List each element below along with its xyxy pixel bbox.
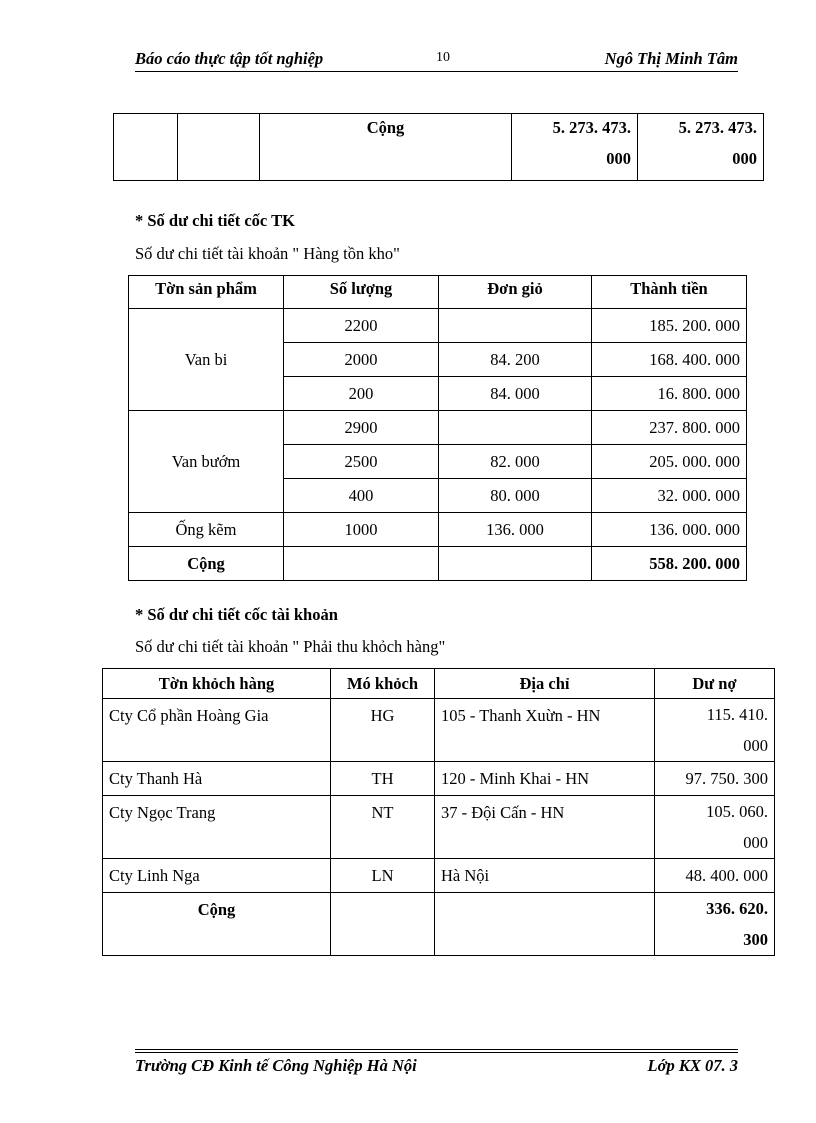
debt-line1: 115. 410. bbox=[706, 705, 768, 724]
debt-cell bbox=[655, 796, 775, 859]
table-total-row bbox=[129, 547, 747, 581]
total-value-1-line1: 5. 273. 473. bbox=[552, 118, 631, 137]
total-value-2 bbox=[638, 114, 764, 181]
table-row bbox=[129, 309, 747, 343]
customer-name: Cty Linh Nga bbox=[103, 859, 331, 893]
quantity-cell: 2000 bbox=[284, 343, 439, 377]
column-header-unit-price: Đơn giỏ bbox=[439, 276, 592, 309]
section1-title: * Số dư chi tiết cốc TK bbox=[135, 211, 295, 230]
table-cell bbox=[114, 114, 178, 181]
table-row bbox=[103, 859, 775, 893]
customer-code: NT bbox=[331, 796, 435, 859]
customer-code: HG bbox=[331, 699, 435, 762]
page-number: 10 bbox=[436, 50, 450, 65]
price-cell bbox=[439, 309, 592, 343]
customer-code: TH bbox=[331, 762, 435, 796]
product-name: Ống kẽm bbox=[129, 513, 284, 547]
table-row bbox=[129, 411, 747, 445]
table-row bbox=[103, 796, 775, 859]
inventory-table bbox=[128, 275, 747, 581]
header-author: Ngô Thị Minh Tâm bbox=[604, 49, 738, 68]
table-header-row bbox=[129, 276, 747, 309]
price-cell: 84. 200 bbox=[439, 343, 592, 377]
table-cell bbox=[439, 547, 592, 581]
quantity-cell: 2500 bbox=[284, 445, 439, 479]
price-cell bbox=[439, 411, 592, 445]
column-header-quantity: Số lượng bbox=[284, 276, 439, 309]
amount-cell: 237. 800. 000 bbox=[592, 411, 747, 445]
column-header-product: Tờn sản phẩm bbox=[129, 276, 284, 309]
debt-cell: 48. 400. 000 bbox=[655, 859, 775, 893]
product-name: Van bi bbox=[129, 309, 284, 411]
receivables-table bbox=[102, 668, 775, 956]
total-amount: 558. 200. 000 bbox=[592, 547, 747, 581]
price-cell: 136. 000 bbox=[439, 513, 592, 547]
price-cell: 84. 000 bbox=[439, 377, 592, 411]
customer-name: Cty Thanh Hà bbox=[103, 762, 331, 796]
total-debt-line2: 300 bbox=[743, 930, 768, 949]
quantity-cell: 400 bbox=[284, 479, 439, 513]
table-total-row bbox=[103, 893, 775, 956]
quantity-cell: 2200 bbox=[284, 309, 439, 343]
quantity-cell: 200 bbox=[284, 377, 439, 411]
price-cell: 82. 000 bbox=[439, 445, 592, 479]
table-header-row bbox=[103, 669, 775, 699]
amount-cell: 136. 000. 000 bbox=[592, 513, 747, 547]
column-header-amount: Thành tiền bbox=[592, 276, 747, 309]
customer-address: Hà Nội bbox=[435, 859, 655, 893]
debt-line1: 105. 060. bbox=[706, 802, 768, 821]
header-report-title: Báo cáo thực tập tốt nghiệp bbox=[135, 49, 324, 68]
column-header-code: Mó khỏch bbox=[331, 669, 435, 699]
quantity-cell: 2900 bbox=[284, 411, 439, 445]
customer-name: Cty Cổ phần Hoàng Gia bbox=[103, 699, 331, 762]
column-header-address: Địa chỉ bbox=[435, 669, 655, 699]
total-debt bbox=[655, 893, 775, 956]
total-value-2-line1: 5. 273. 473. bbox=[678, 118, 757, 137]
price-cell: 80. 000 bbox=[439, 479, 592, 513]
table-cell bbox=[435, 893, 655, 956]
total-label: Cộng bbox=[260, 114, 512, 181]
customer-address: 105 - Thanh Xuừn - HN bbox=[435, 699, 655, 762]
amount-cell: 185. 200. 000 bbox=[592, 309, 747, 343]
table-cell bbox=[178, 114, 260, 181]
total-value-1 bbox=[512, 114, 638, 181]
debt-cell: 97. 750. 300 bbox=[655, 762, 775, 796]
quantity-cell: 1000 bbox=[284, 513, 439, 547]
debt-line2: 000 bbox=[743, 736, 768, 755]
table-row bbox=[129, 513, 747, 547]
table-cell bbox=[331, 893, 435, 956]
table-cell bbox=[284, 547, 439, 581]
amount-cell: 32. 000. 000 bbox=[592, 479, 747, 513]
table-row bbox=[103, 762, 775, 796]
header-rule bbox=[135, 71, 738, 72]
column-header-debt: Dư nợ bbox=[655, 669, 775, 699]
total-value-2-line2: 000 bbox=[732, 149, 757, 168]
footer-rule bbox=[135, 1049, 738, 1050]
product-name: Van bướm bbox=[129, 411, 284, 513]
customer-name: Cty Ngọc Trang bbox=[103, 796, 331, 859]
debt-line2: 000 bbox=[743, 833, 768, 852]
amount-cell: 205. 000. 000 bbox=[592, 445, 747, 479]
total-label: Cộng bbox=[129, 547, 284, 581]
customer-address: 120 - Minh Khai - HN bbox=[435, 762, 655, 796]
customer-address: 37 - Đội Cấn - HN bbox=[435, 796, 655, 859]
table-row bbox=[114, 114, 764, 181]
footer-school: Trường CĐ Kinh tế Công Nghiệp Hà Nội bbox=[135, 1056, 417, 1075]
section1-subtitle: Số dư chi tiết tài khoản " Hàng tồn kho" bbox=[135, 244, 400, 263]
amount-cell: 168. 400. 000 bbox=[592, 343, 747, 377]
customer-code: LN bbox=[331, 859, 435, 893]
column-header-customer: Tờn khỏch hàng bbox=[103, 669, 331, 699]
total-label: Cộng bbox=[103, 893, 331, 956]
debt-cell bbox=[655, 699, 775, 762]
section2-subtitle: Số dư chi tiết tài khoản " Phải thu khỏch hàng" bbox=[135, 637, 446, 656]
total-continuation-table bbox=[113, 113, 764, 181]
total-debt-line1: 336. 620. bbox=[706, 899, 768, 918]
footer-class: Lớp KX 07. 3 bbox=[647, 1056, 738, 1075]
total-value-1-line2: 000 bbox=[606, 149, 631, 168]
footer-rule bbox=[135, 1052, 738, 1053]
section2-title: * Số dư chi tiết cốc tài khoản bbox=[135, 605, 338, 624]
table-row bbox=[103, 699, 775, 762]
amount-cell: 16. 800. 000 bbox=[592, 377, 747, 411]
